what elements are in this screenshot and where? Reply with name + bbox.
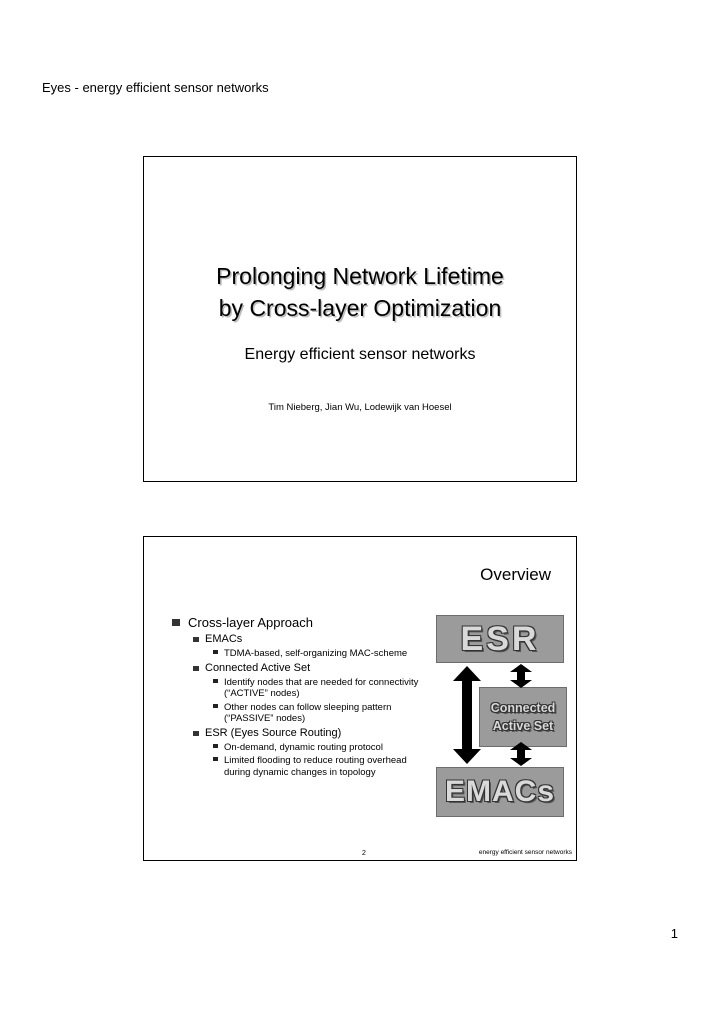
slide-footer-label: energy efficient sensor networks: [478, 849, 572, 856]
slide-authors: Tim Nieberg, Jian Wu, Lodewijk van Hoesel: [268, 402, 452, 413]
cas-label-line-2: Active Set: [492, 719, 554, 733]
page-header: Eyes - energy efficient sensor networks: [42, 80, 269, 95]
slide-heading: Overview: [480, 565, 551, 584]
bullet-esr-detail-2: Limited flooding to reduce routing overhead during dynamic changes in topology: [212, 755, 432, 778]
title-line-2: by Cross-layer Optimization: [218, 295, 502, 321]
long-double-arrow-icon: [452, 666, 482, 764]
emacs-box: [436, 767, 564, 817]
short-double-arrow-upper-icon: [509, 664, 533, 688]
bullet-emacs-detail: TDMA-based, self-organizing MAC-scheme: [212, 648, 432, 660]
emacs-label: EMACs: [444, 775, 555, 808]
cas-label-line-1: Connected: [490, 701, 556, 715]
slide-subtitle: Energy efficient sensor networks: [244, 346, 476, 363]
slide-title: [143, 156, 577, 482]
bullet-cas-detail-1: Identify nodes that are needed for connectivity (“ACTIVE” nodes): [212, 677, 432, 700]
bullet-connected-active-set: Connected Active Set: [193, 662, 432, 675]
connected-active-set-box: [479, 687, 567, 747]
short-double-arrow-lower-icon: [509, 742, 533, 766]
page-number: 1: [670, 926, 678, 941]
bullet-esr-detail-1: On-demand, dynamic routing protocol: [212, 742, 432, 754]
esr-box: [436, 615, 564, 663]
bullet-esr: ESR (Eyes Source Routing): [193, 727, 432, 740]
bullet-cross-layer: Cross-layer Approach: [172, 615, 432, 630]
bullet-emacs: EMACs: [193, 633, 432, 646]
slide-title-heading: [144, 260, 576, 324]
bullet-list: [172, 615, 432, 780]
slide-page-number: 2: [362, 850, 366, 857]
slide-overview: [143, 536, 577, 861]
esr-label: ESR: [460, 619, 540, 658]
title-line-1: Prolonging Network Lifetime: [216, 263, 504, 289]
bullet-cas-detail-2: Other nodes can follow sleeping pattern (“PASSIVE” nodes): [212, 702, 432, 725]
